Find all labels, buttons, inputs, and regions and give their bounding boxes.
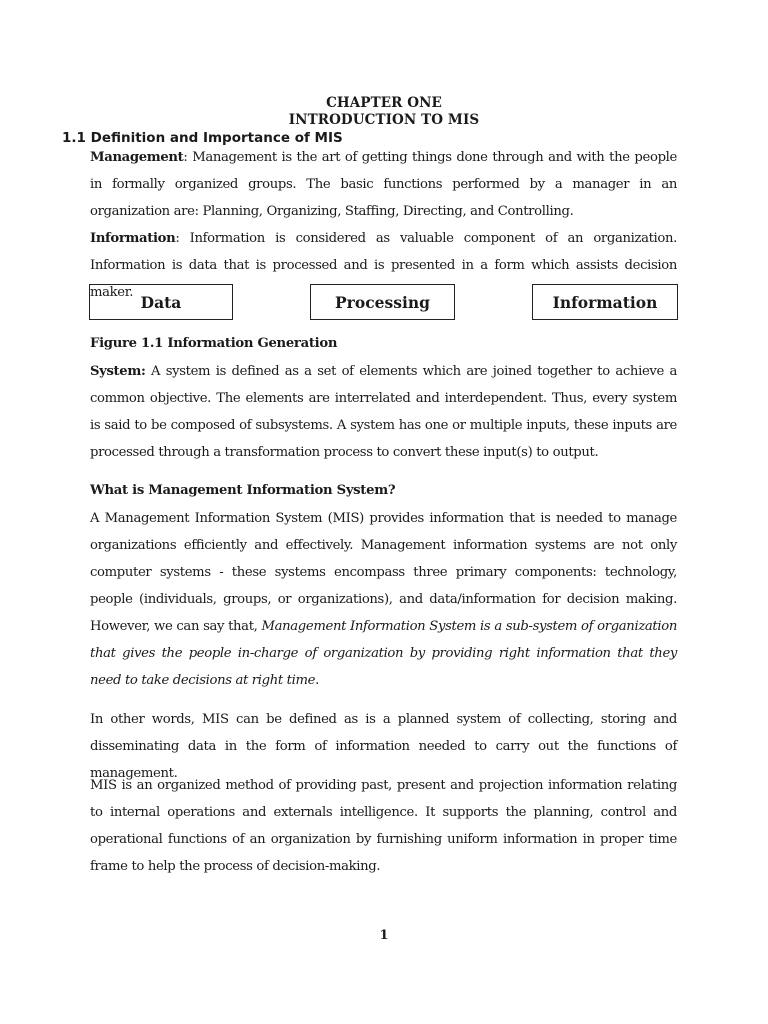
organized-method-paragraph: MIS is an organized method of providing past, present and projection information relating to internal operations and externals intelligence. It supports the planning, control and operational functions of an organization by furnishing uniform information in proper time frame to help the process of decision-making. <box>90 778 677 874</box>
page-number: 1 <box>379 928 389 943</box>
mis-text: A Management Information System (MIS) provides information that is needed to manage organizations efficiently and effectively. Management information systems are not only computer systems - these systems encompass three primary components: technology, people (individuals, groups, or organizations), and data/information for decision making. However, we can say that, <box>90 511 677 634</box>
information-text: : Information is considered as valuable component of an organization. Information is data that is processed and is presented in a form which assists decision maker. <box>90 231 677 300</box>
mis-heading: What is Management Information System? <box>90 483 396 498</box>
management-paragraph <box>90 144 677 225</box>
mis-italic-definition: Management Information System is a sub-system of organization that gives the people in-charge of organization by providing right information that they need to take decisions at right time <box>90 619 677 688</box>
chapter-label: CHAPTER ONE <box>326 95 442 111</box>
data-box: Data <box>89 284 233 320</box>
mis-text-end: . <box>315 673 319 688</box>
system-text: A system is defined as a set of elements which are joined together to achieve a common objective. The elements are interrelated and interdependent. Thus, every system is said to be composed of subsystems. A system has one or multiple inputs, these inputs are processed through a transformation process to convert these input(s) to output. <box>90 364 677 460</box>
system-paragraph <box>90 358 677 466</box>
chapter-title: INTRODUCTION TO MIS <box>288 112 480 128</box>
information-term: Information <box>90 231 176 246</box>
other-words-paragraph: In other words, MIS can be defined as is a planned system of collecting, storing and disseminating data in the form of information needed to carry out the functions of management. <box>90 712 677 781</box>
mis-definition-paragraph <box>90 505 677 694</box>
figure-caption: Figure 1.1 Information Generation <box>90 336 338 351</box>
system-term: System: <box>90 364 146 379</box>
information-box: Information <box>532 284 678 320</box>
processing-box: Processing <box>310 284 455 320</box>
section-heading: 1.1 Definition and Importance of MIS <box>62 130 343 146</box>
management-term: Management <box>90 150 184 165</box>
management-text: : Management is the art of getting things done through and with the people in formally organized groups. The basic functions performed by a manager in an organization are: Planning, Organizing, Staffing, Directing, and Controlling. <box>90 150 677 219</box>
